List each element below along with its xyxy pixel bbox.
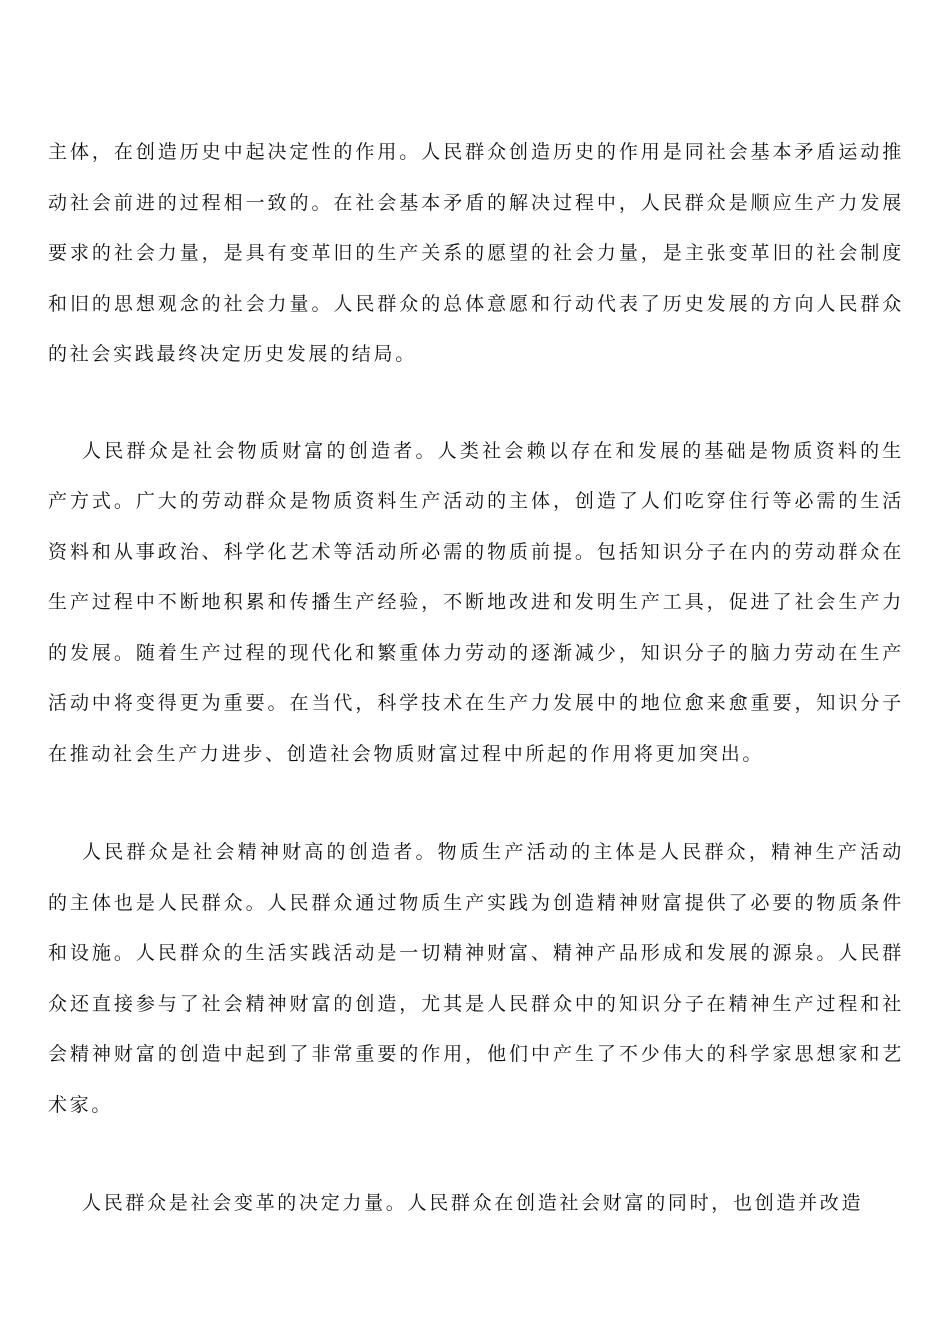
paragraph-spiritual-wealth: 人民群众是社会精神财高的创造者。物质生产活动的主体是人民群众，精神生产活动的主体也是人民群众。人民群众通过物质生产实践为创造精神财富提供了必要的物质条件和设施。人民群众的生活实践活动是一切精神财富、精神产品形成和发展的源泉。人民群众还直接参与了社会精神财富的创造，尤其是人民群众中的知识分子在精神生产过程和社会精神财富的创造中起到了非常重要的作用，他们中产生了不少伟大的科学家思想家和艺术家。 xyxy=(48,841,904,1116)
paragraph-social-change: 人民群众是社会变革的决定力量。人民群众在创造社会财富的同时，也创造并改造 xyxy=(82,1192,864,1214)
paragraph-material-wealth: 人民群众是社会物质财富的创造者。人类社会赖以存在和发展的基础是物质资料的生产方式。广大的劳动群众是物质资料生产活动的主体，创造了人们吃穿住行等必需的生活资料和从事政治、科学化艺术等活动所必需的物质前提。包括知识分子在内的劳动群众在生产过程中不断地积累和传播生产经验，不断地改进和发明生产工具，促进了社会生产力的发展。随着生产过程的现代化和繁重体力劳动的逐渐减少，知识分子的脑力劳动在生产活动中将变得更为重要。在当代，科学技术在生产力发展中的地位愈来愈重要，知识分子在推动社会生产力进步、创造社会物质财富过程中所起的作用将更加突出。 xyxy=(48,439,904,765)
paragraph-history-role: 主体，在创造历史中起决定性的作用。人民群众创造历史的作用是同社会基本矛盾运动推动社会前进的过程相一致的。在社会基本矛盾的解决过程中，人民群众是顺应生产力发展要求的社会力量，是具有变革旧的生产关系的愿望的社会力量，是主张变革旧的社会制度和旧的思想观念的社会力量。人民群众的总体意愿和行动代表了历史发展的方向人民群众的社会实践最终决定历史发展的结局。 xyxy=(48,141,904,365)
